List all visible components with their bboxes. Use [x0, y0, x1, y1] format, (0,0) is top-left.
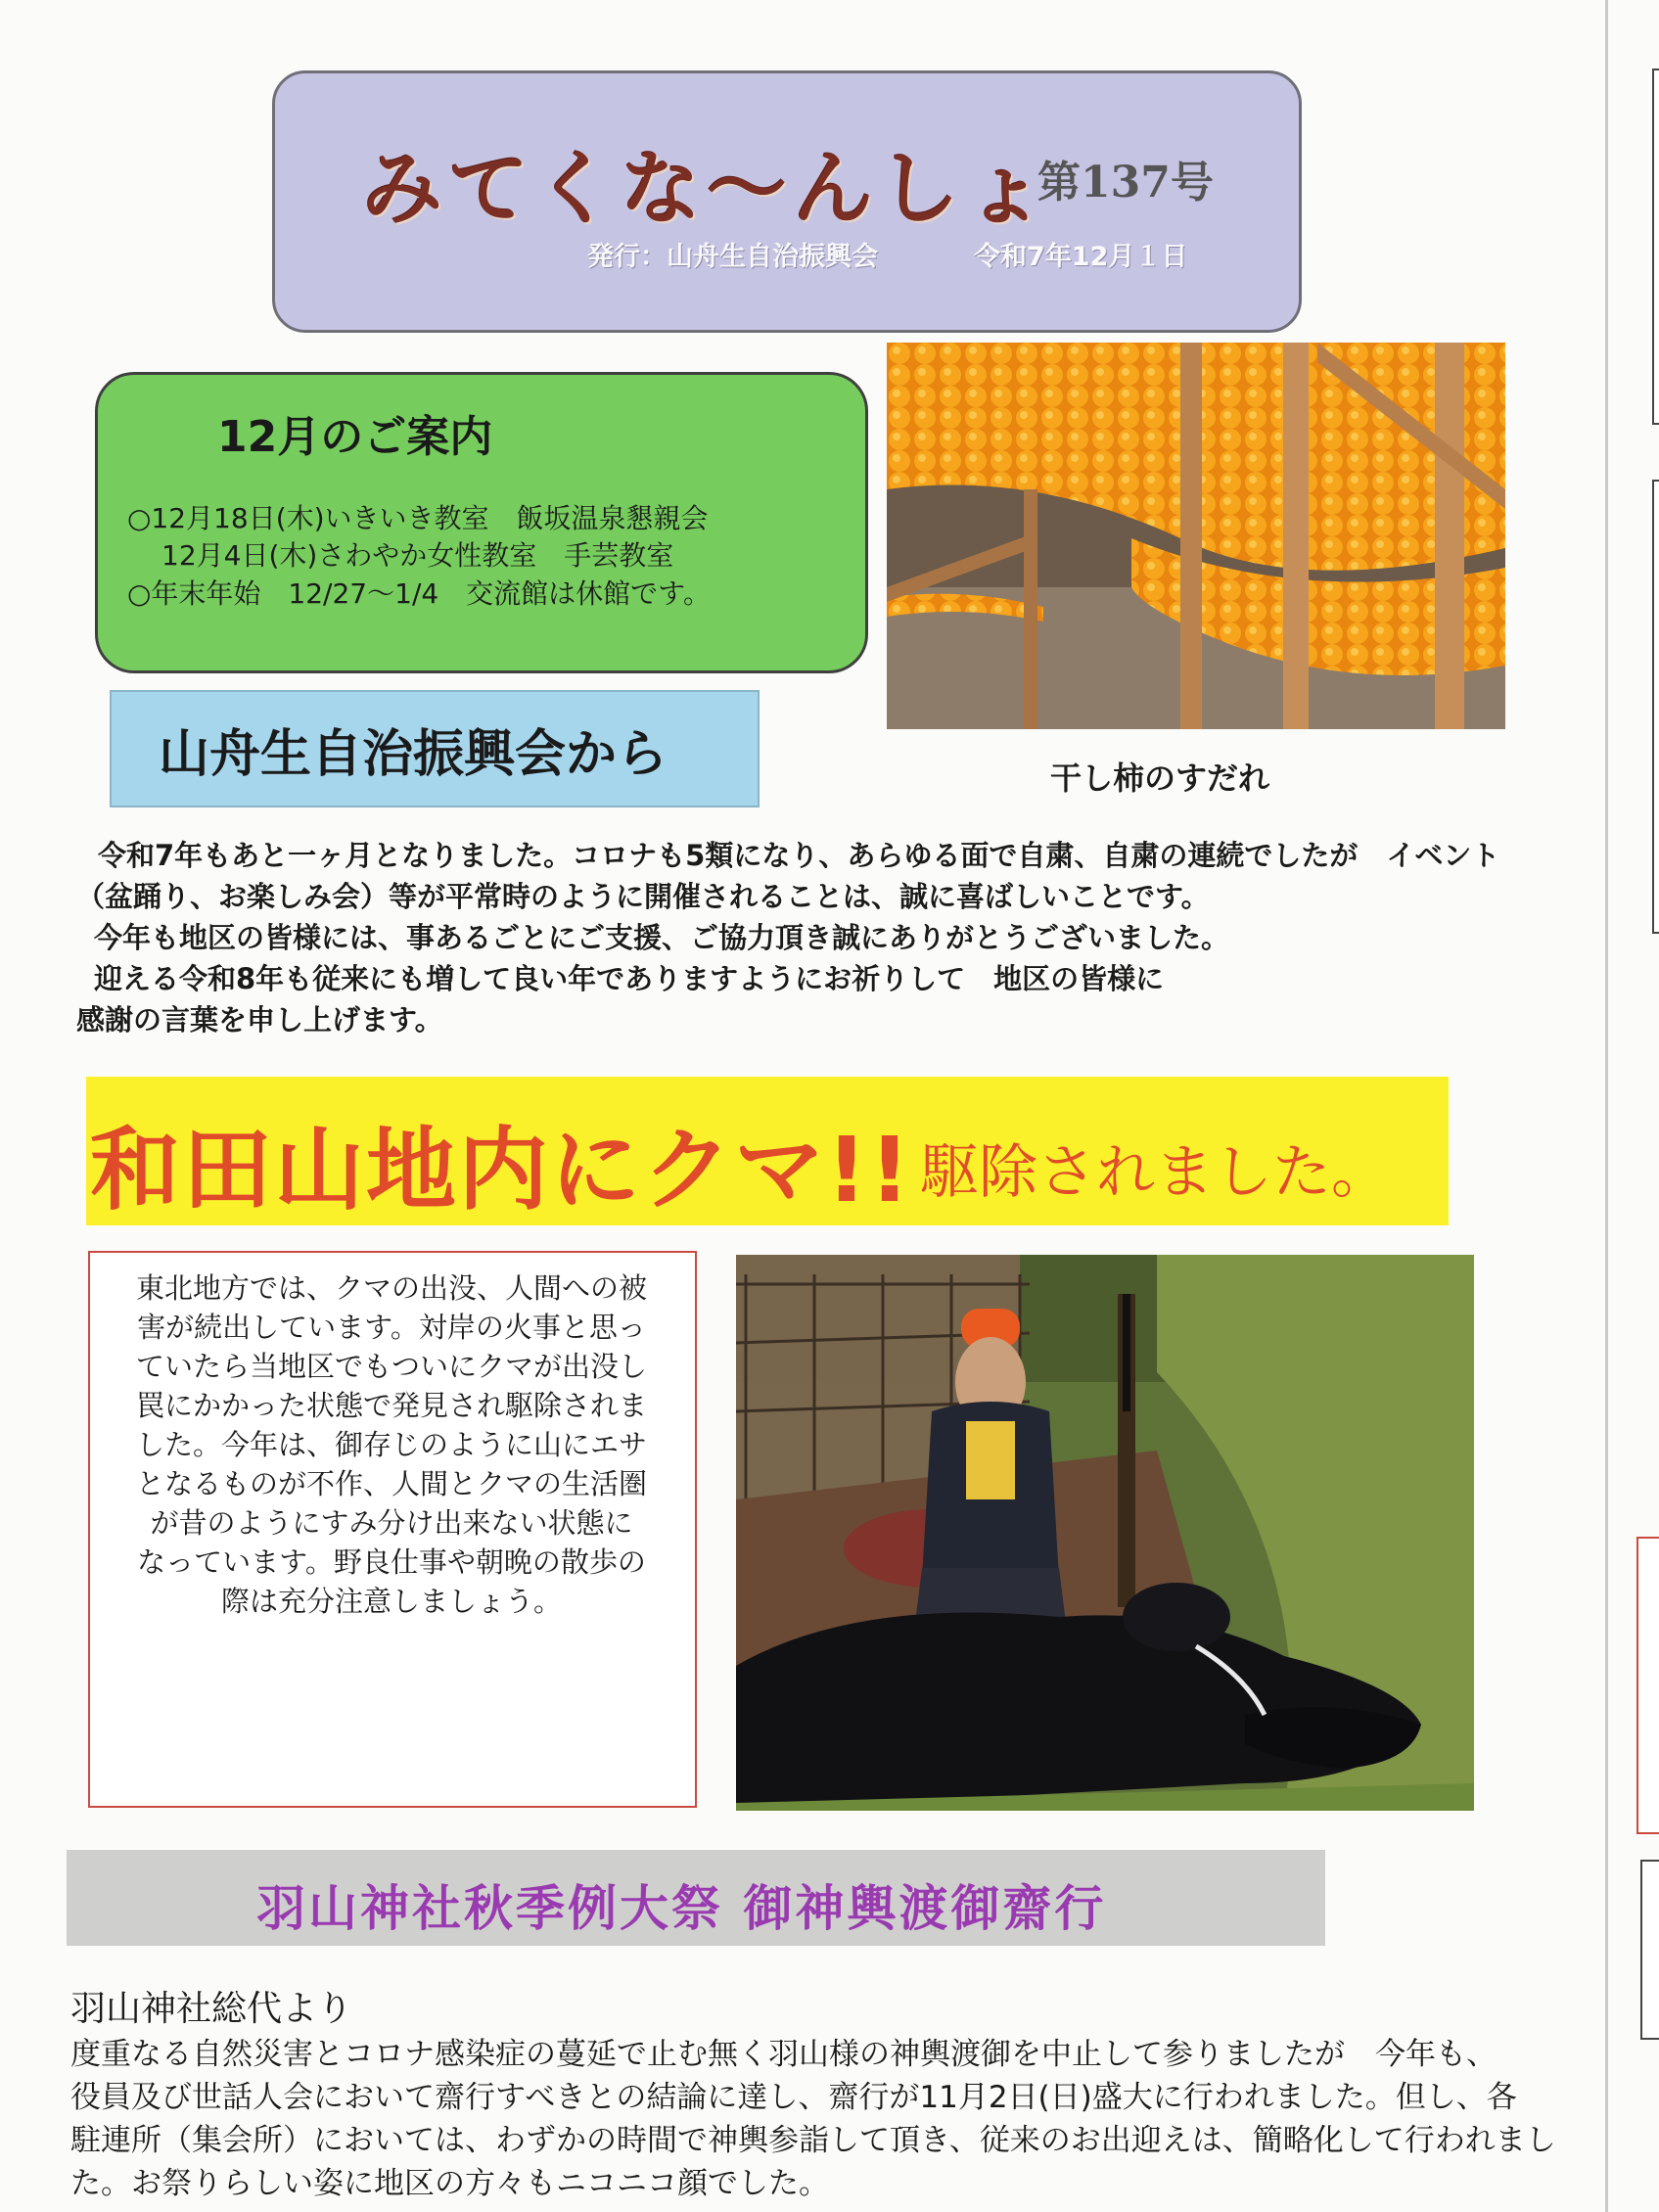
bear-text-line: なっています。野良仕事や朝晩の散歩の	[137, 1545, 646, 1579]
bear-text-line: した。今年は、御存じのように山にエサ	[135, 1428, 647, 1461]
adjacent-page-fragment	[1652, 69, 1659, 425]
shrine-paragraph-line: 駐連所（集会所）においては、わずかの時間で神輿参詣して頂き、従来のお出迎えは、簡略化して行われまし	[70, 2123, 1556, 2158]
publisher: 発行：山舟生自治振興会	[587, 242, 878, 272]
shrine-paragraph-line: 度重なる自然災害とコロナ感染症の蔓延で止む無く羽山様の神輿渡御を中止して参りましたが 今年も、	[70, 2037, 1497, 2072]
shrine-festival-title: 羽山神社秋季例大祭 御神輿渡御齋行	[256, 1880, 1107, 1937]
bear-text-line: が昔のようにすみ分け出来ない状態に	[150, 1506, 633, 1540]
bear-text-line: 害が続出しています。対岸の火事と思っ	[137, 1311, 646, 1344]
adjacent-page-fragment	[1652, 480, 1659, 934]
association-title: 山舟生自治振興会から	[159, 725, 668, 784]
notice-line: ○年末年始 12/27～1/4 交流館は休館です。	[127, 577, 711, 610]
notice-title: 12月のご案内	[217, 412, 493, 462]
shrine-paragraph-line: 役員及び世話人会において齋行すべきとの結論に達し、齋行が11月2日(日)盛大に行われました。但し、各	[70, 2080, 1517, 2115]
bear-text-line: 際は充分注意しましょう。	[220, 1585, 562, 1618]
association-paragraph-line: 迎える令和8年も従来にも増して良い年でありますようにお祈りして 地区の皆様に	[94, 962, 1165, 995]
adjacent-page-fragment	[1636, 1537, 1659, 1834]
page-edge-line	[1605, 0, 1608, 2212]
publish-date: 令和7年12月１日	[974, 242, 1188, 272]
association-paragraph-line: 感謝の言葉を申し上げます。	[76, 1003, 443, 1037]
bear-text-line: となるものが不作、人間とクマの生活圏	[135, 1467, 647, 1500]
newsletter-title: みてくな～んしょ	[362, 142, 1052, 236]
bear-text-line: 罠にかかった状態で発見され駆除されま	[135, 1389, 647, 1422]
notice-line: 12月4日(木)さわやか女性教室 手芸教室	[161, 539, 674, 572]
shrine-paragraph-line: た。お祭りらしい姿に地区の方々もニコニコ顔でした。	[70, 2166, 829, 2201]
issue-number: 第137号	[1037, 158, 1214, 207]
adjacent-page-fragment	[1640, 1860, 1659, 2040]
bear-text-line: 東北地方では、クマの出没、人間への被	[135, 1271, 647, 1305]
bear-headline: 和田山地内にクマ!!	[90, 1118, 912, 1222]
dried-persimmon-photo	[887, 343, 1505, 729]
association-paragraph-line: （盆踊り、お楽しみ会）等が平常時のように開催されることは、誠に喜ばしいことです。	[76, 880, 1210, 913]
bear-subheadline: 駆除されました。	[920, 1138, 1390, 1207]
bear-text-line: ていたら当地区でもついにクマが出没し	[135, 1350, 647, 1383]
association-paragraph-line: 今年も地区の皆様には、事あるごとにご支援、ご協力頂き誠にありがとうございました。	[94, 921, 1230, 954]
bear-photo	[736, 1255, 1474, 1811]
shrine-from-label: 羽山神社総代より	[70, 1989, 353, 2029]
association-paragraph-line: 令和7年もあと一ヶ月となりました。コロナも5類になり、あらゆる面で自粛、自粛の連続でしたが イベント	[98, 839, 1500, 872]
notice-line: ○12月18日(木)いきいき教室 飯坂温泉懇親会	[127, 502, 709, 534]
persimmon-caption: 干し柿のすだれ	[1050, 760, 1270, 797]
